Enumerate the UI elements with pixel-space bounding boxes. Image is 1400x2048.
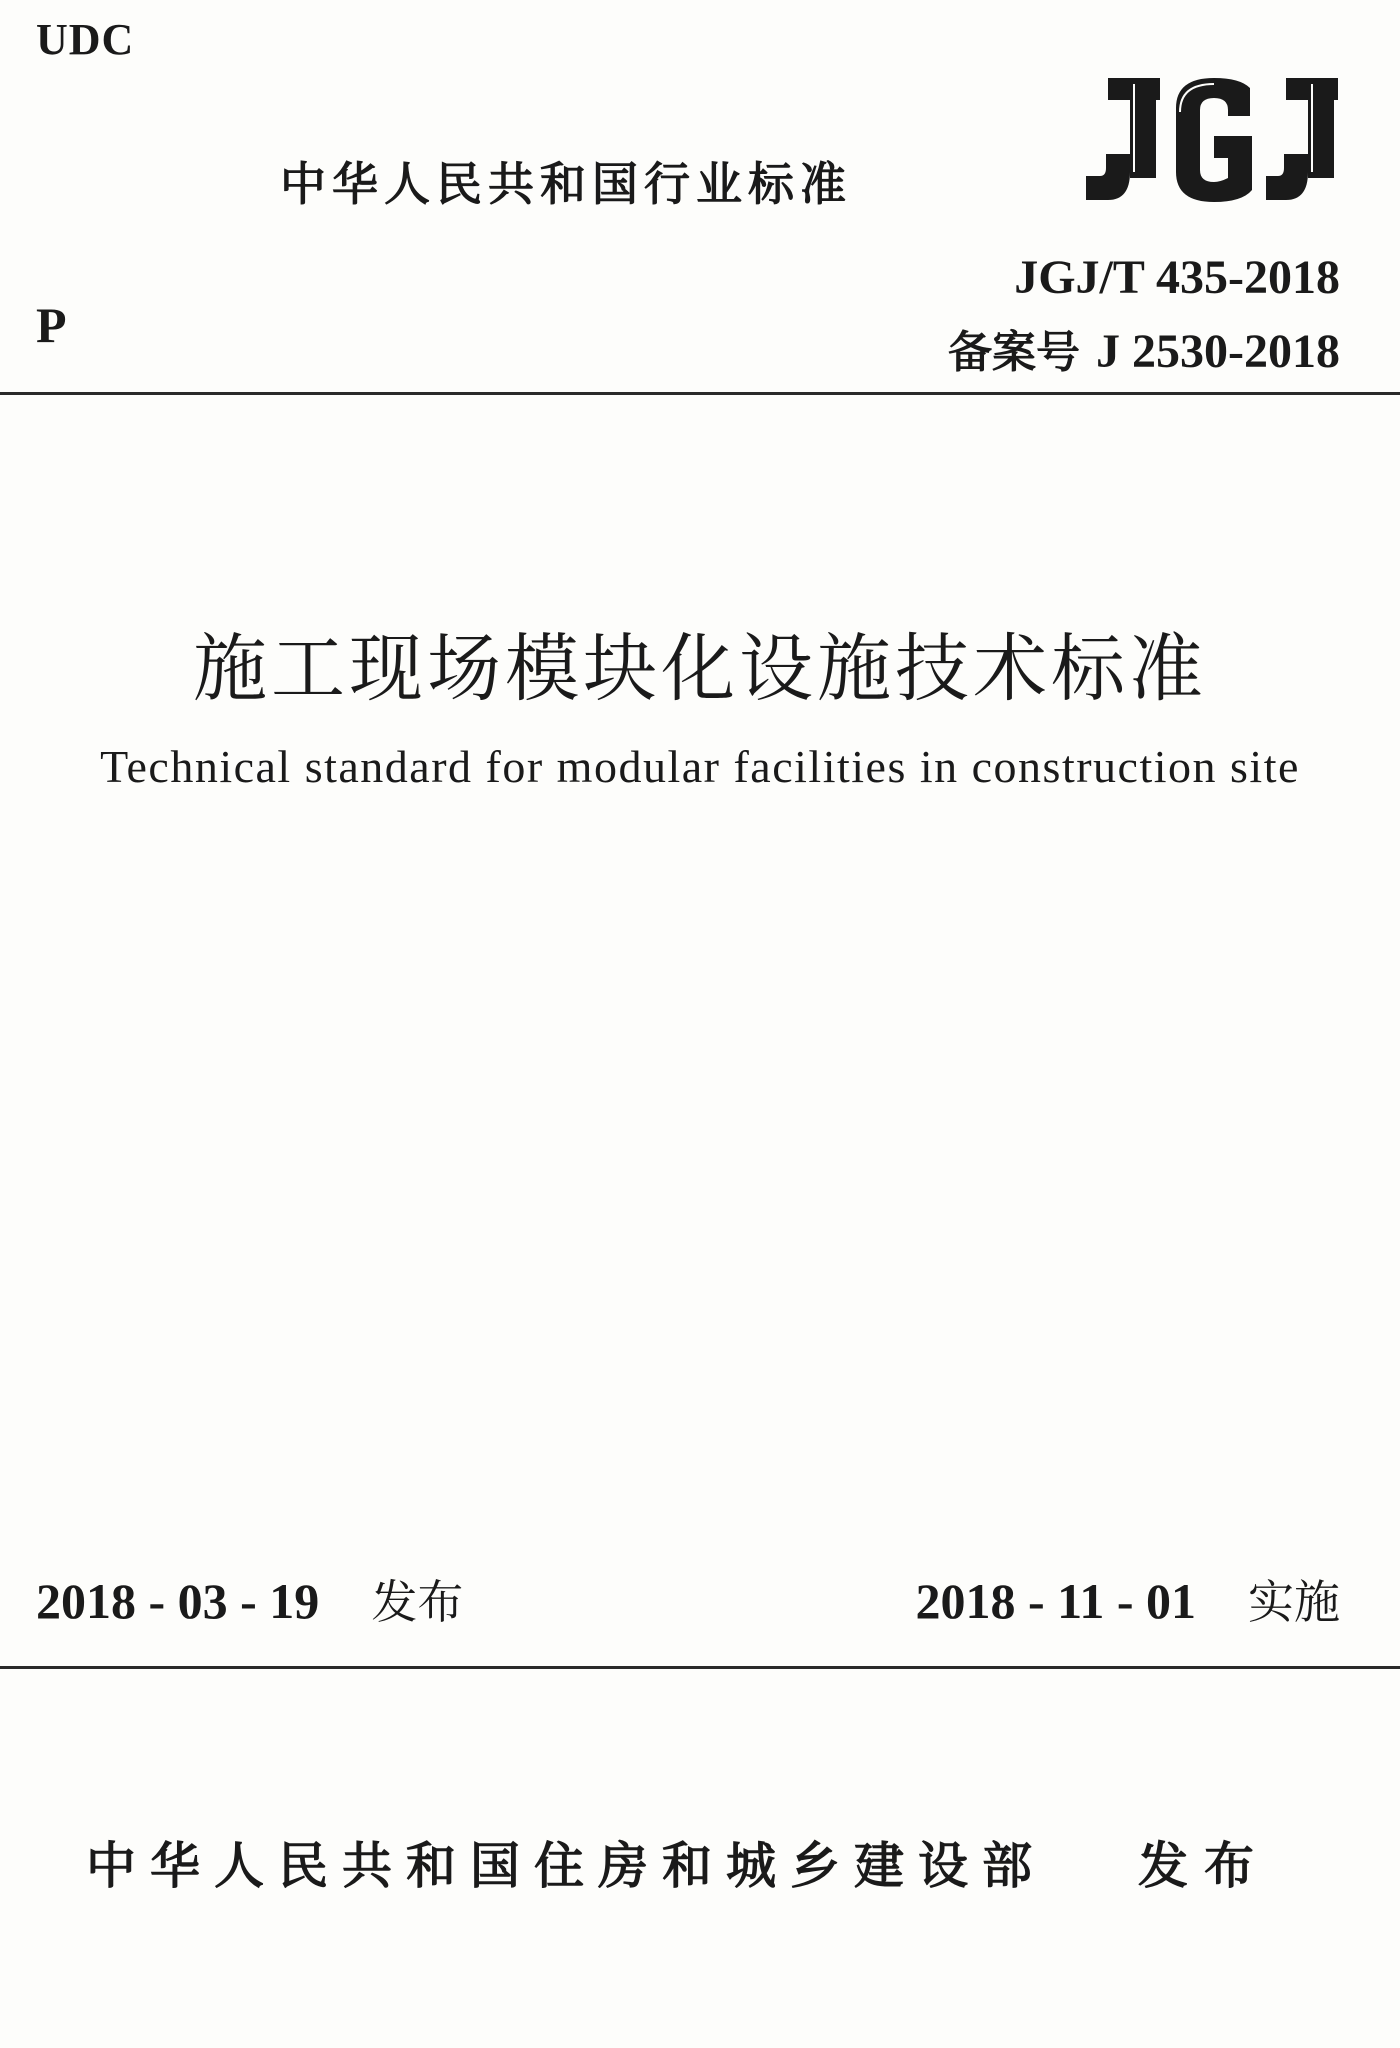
record-number: J 2530-2018 xyxy=(1096,325,1340,378)
issue-date: 2018 - 03 - 19 xyxy=(36,1573,320,1629)
publisher-action: 发布 xyxy=(1138,1837,1270,1895)
issue-date-line xyxy=(36,1566,463,1632)
implement-date: 2018 - 11 - 01 xyxy=(915,1573,1196,1629)
title-chinese: 施工现场模块化设施技术标准 xyxy=(193,626,1207,712)
publisher-line xyxy=(86,1826,1270,1898)
standard-number: JGJ/T 435-2018 xyxy=(1014,251,1340,304)
udc-label: UDC xyxy=(36,15,135,64)
issue-label: 发布 xyxy=(371,1575,464,1629)
classification-letter: P xyxy=(36,297,67,353)
top-divider xyxy=(0,392,1400,395)
implement-date-line xyxy=(915,1566,1340,1632)
record-number-line xyxy=(948,316,1340,380)
title-english: Technical standard for modular facilities in construction site xyxy=(100,741,1300,792)
record-label: 备案号 xyxy=(948,327,1080,378)
publisher-name: 中华人民共和国住房和城乡建设部 xyxy=(86,1837,1046,1895)
implement-label: 实施 xyxy=(1248,1575,1340,1629)
bottom-divider xyxy=(0,1666,1400,1669)
jgj-logo-icon xyxy=(1080,72,1342,212)
industry-standard-heading: 中华人民共和国行业标准 xyxy=(280,157,852,211)
